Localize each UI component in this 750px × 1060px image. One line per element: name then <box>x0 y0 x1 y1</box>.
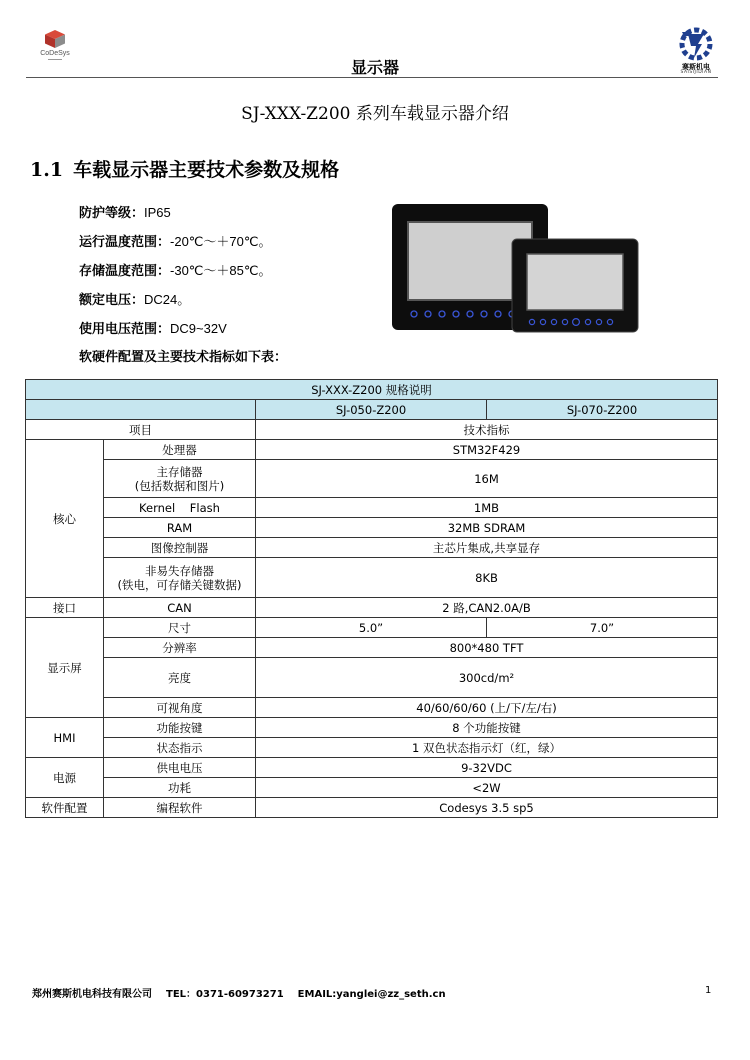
row-value: 1MB <box>256 498 718 518</box>
row-value: 16M <box>256 460 718 498</box>
spec-item <box>79 262 271 281</box>
row-label: 编程软件 <box>104 798 256 818</box>
table-row <box>26 718 718 738</box>
table-row <box>26 460 718 498</box>
section-number: 1.1 <box>30 159 64 181</box>
group-power: 电源 <box>26 758 104 798</box>
table-row <box>26 538 718 558</box>
row-label-line: (包括数据和图片) <box>134 478 225 493</box>
row-label-line: (铁电，可存储关键数据) <box>117 577 242 592</box>
table-row <box>26 778 718 798</box>
spec-value: -30℃～＋85℃。 <box>170 263 272 278</box>
row-label-line: 非易失存储器 <box>145 563 214 578</box>
table-row <box>26 618 718 638</box>
table-caption-row <box>26 380 718 400</box>
row-value: 5.0” <box>256 618 487 638</box>
row-label: CAN <box>104 598 256 618</box>
row-label: 状态指示 <box>104 738 256 758</box>
footer-email: EMAIL:yanglei@zz_seth.cn <box>297 989 446 1000</box>
row-value: Codesys 3.5 sp5 <box>256 798 718 818</box>
saisi-logo-subtext: SAISIJIDIAN <box>680 70 712 75</box>
table-intro-text: 软硬件配置及主要技术指标如下表： <box>79 350 288 365</box>
row-label: Kernel Flash <box>104 498 256 518</box>
table-row <box>26 758 718 778</box>
table-row <box>26 638 718 658</box>
section-title: 车载显示器主要技术参数及规格 <box>73 159 340 181</box>
row-label: 供电电压 <box>104 758 256 778</box>
spec-value: DC9~32V <box>170 321 227 336</box>
brightness-value: 300cd/ <box>458 670 499 685</box>
col-item: 项目 <box>26 420 256 440</box>
spec-label: 存储温度范围： <box>79 264 171 279</box>
row-value: <2W <box>256 778 718 798</box>
row-value: 2 路,CAN2.0A/B <box>256 598 718 618</box>
group-hmi: HMI <box>26 718 104 758</box>
row-value: 1 双色状态指示灯（红，绿） <box>256 738 718 758</box>
spec-item <box>79 291 190 310</box>
row-value: 32MB SDRAM <box>256 518 718 538</box>
spec-value: DC24。 <box>144 292 191 307</box>
row-value: STM32F429 <box>256 440 718 460</box>
section-heading <box>30 155 339 182</box>
row-label: RAM <box>104 518 256 538</box>
row-label: 功耗 <box>104 778 256 798</box>
group-interface: 接口 <box>26 598 104 618</box>
row-value: 40/60/60/60 (上/下/左/右) <box>256 698 718 718</box>
row-value: 8KB <box>256 558 718 598</box>
saisi-logo <box>672 26 720 74</box>
spec-item <box>79 320 227 339</box>
table-intro <box>79 349 287 367</box>
table-row <box>26 598 718 618</box>
model-b: SJ-070-Z200 <box>487 400 718 420</box>
footer <box>32 985 460 1000</box>
codesys-cube-icon <box>45 30 65 48</box>
col-spec: 技术指标 <box>256 420 718 440</box>
footer-company: 郑州赛斯机电科技有限公司 <box>32 989 152 1000</box>
table-header-row <box>26 420 718 440</box>
table-row <box>26 518 718 538</box>
product-photo <box>390 202 640 334</box>
row-label: 分辨率 <box>104 638 256 658</box>
table-caption: SJ-XXX-Z200 规格说明 <box>26 380 718 400</box>
row-label: 图像控制器 <box>104 538 256 558</box>
group-software: 软件配置 <box>26 798 104 818</box>
spec-value: IP65 <box>144 205 171 220</box>
model-a: SJ-050-Z200 <box>256 400 487 420</box>
codesys-logo-text: CoDeSys <box>40 50 70 57</box>
table-row <box>26 798 718 818</box>
table-model-row <box>26 400 718 420</box>
group-core: 核心 <box>26 440 104 598</box>
footer-tel: TEL：0371-60973271 <box>166 989 284 1000</box>
table-row <box>26 658 718 698</box>
row-value <box>256 658 718 698</box>
row-label-line: 主存储器 <box>156 464 203 479</box>
header-title: 显示器 <box>350 58 399 77</box>
row-value: 9-32VDC <box>256 758 718 778</box>
table-row <box>26 698 718 718</box>
row-value: 7.0” <box>487 618 718 638</box>
spec-label: 运行温度范围： <box>79 235 171 250</box>
row-label <box>104 558 256 598</box>
spec-value: -20℃～＋70℃。 <box>170 234 272 249</box>
row-label: 可视角度 <box>104 698 256 718</box>
row-value: 8 个功能按键 <box>256 718 718 738</box>
spec-table <box>25 379 718 818</box>
row-value: 主芯片集成,共享显存 <box>256 538 718 558</box>
table-row <box>26 738 718 758</box>
gear-logo-icon <box>672 26 720 62</box>
group-display: 显示屏 <box>26 618 104 718</box>
document-title: SJ-XXX-Z200 系列车载显示器介绍 <box>241 104 509 124</box>
header-divider <box>26 77 718 78</box>
table-row <box>26 498 718 518</box>
saisi-logo-text: 赛斯机电 <box>682 63 710 71</box>
row-label: 尺寸 <box>104 618 256 638</box>
spec-label: 防护等级： <box>79 206 145 221</box>
page-number: 1 <box>705 985 712 996</box>
spec-label: 使用电压范围： <box>79 322 171 337</box>
table-row <box>26 558 718 598</box>
brightness-unit: m² <box>498 670 515 685</box>
spec-item <box>79 233 271 252</box>
spec-item <box>79 204 171 223</box>
row-label: 功能按键 <box>104 718 256 738</box>
spec-label: 额定电压： <box>79 293 145 308</box>
row-label: 亮度 <box>104 658 256 698</box>
row-label: 处理器 <box>104 440 256 460</box>
row-value: 800*480 TFT <box>256 638 718 658</box>
row-label <box>104 460 256 498</box>
table-row <box>26 440 718 460</box>
